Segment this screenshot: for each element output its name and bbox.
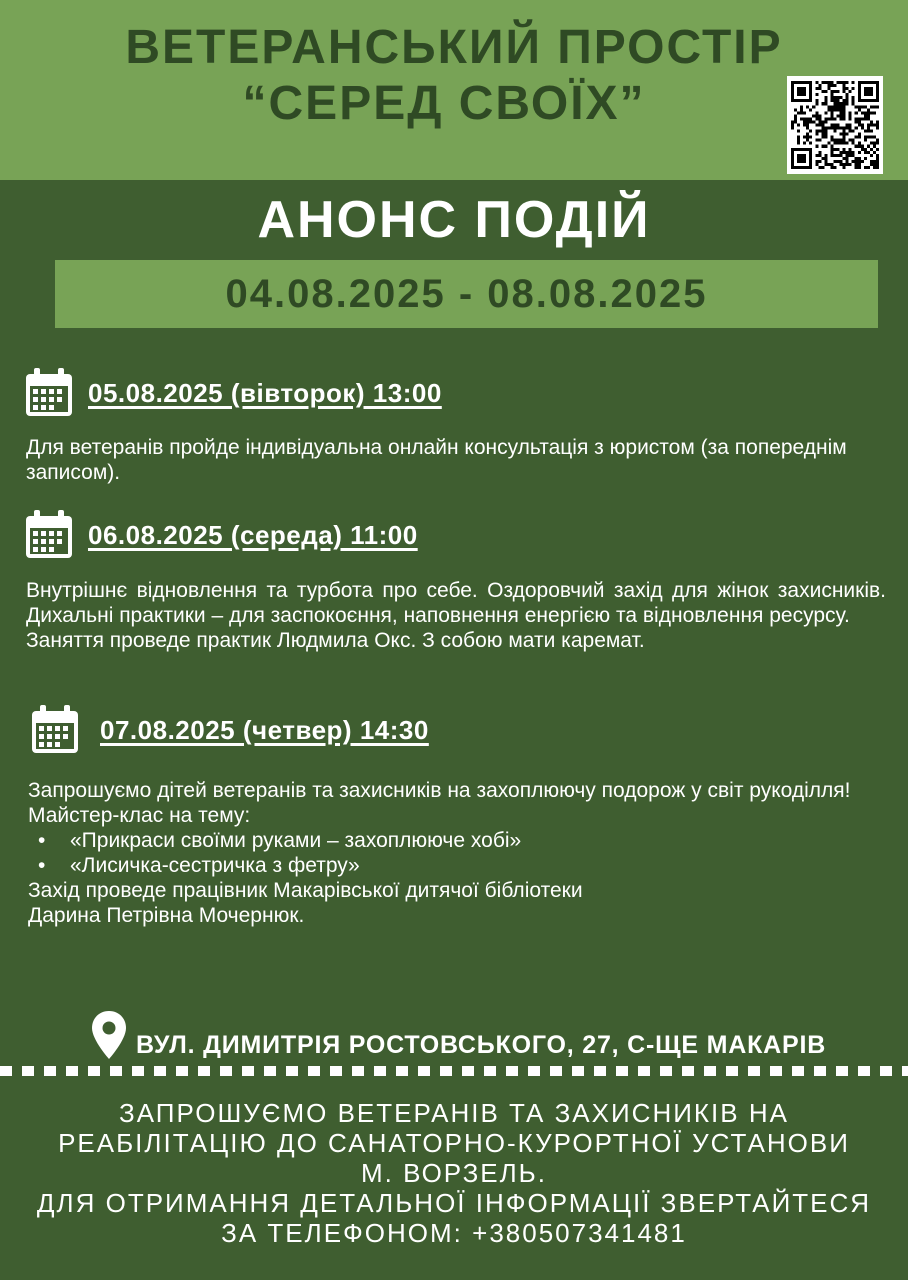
footer-line: М. ВОРЗЕЛЬ.: [361, 1158, 547, 1188]
event-3-header: [30, 705, 429, 755]
calendar-icon: [30, 705, 80, 755]
event-2-header: [24, 510, 418, 560]
header-title-line1: ВЕТЕРАНСЬКИЙ ПРОСТІР: [125, 21, 783, 74]
date-range: 04.08.2025 - 08.08.2025: [225, 272, 708, 316]
footer-line: РЕАБІЛІТАЦІЮ ДО САНАТОРНО-КУРОРТНОЇ УСТАНОВИ: [58, 1128, 850, 1158]
date-range-band: [55, 260, 878, 328]
event-1-description: [26, 435, 894, 485]
event-3-intro: Запрошуємо дітей ветеранів та захисників на захоплюючу подорож у світ рукоділля!: [28, 779, 851, 802]
footer-line: ДЛЯ ОТРИМАННЯ ДЕТАЛЬНОЇ ІНФОРМАЦІЇ ЗВЕРТАЙТЕСЯ: [36, 1188, 872, 1218]
dashed-divider: [0, 1066, 908, 1076]
location-pin-icon: [90, 1010, 128, 1060]
footer-text: [0, 1098, 908, 1248]
header-title-line2: “СЕРЕД СВОЇХ”: [242, 77, 646, 130]
event-2-date: 06.08.2025 (середа) 11:00: [88, 519, 418, 550]
header-band: [0, 0, 908, 180]
event-3-host-line1: Захід проведе працівник Макарівської дитячої бібліотеки: [28, 879, 583, 902]
address-text: ВУЛ. ДИМИТРІЯ РОСТОВСЬКОГО, 27, С-ЩЕ МАКАРІВ: [136, 1031, 827, 1059]
event-2-description: [26, 578, 886, 653]
list-item: • «Прикраси своїми руками – захоплююче хобі»: [28, 828, 888, 853]
event-1-text: Для ветеранів пройде індивідуальна онлайн консультація з юристом (за попереднім записом).: [26, 436, 847, 484]
announce-title: АНОНС ПОДІЙ: [257, 191, 651, 249]
list-item: • «Лисичка-сестричка з фетру»: [28, 853, 888, 878]
event-2-text: Внутрішнє відновлення та турбота про себе. Оздоровчий захід для жінок захисників. Дихальні практики – для заспокоєння, наповнення енергією та відновлення ресурсу.: [26, 579, 886, 627]
footer-line: ЗАПРОШУЄМО ВЕТЕРАНІВ ТА ЗАХИСНИКІВ НА: [119, 1098, 789, 1128]
event-3-topic: Майстер-клас на тему:: [28, 804, 251, 827]
address-row: [90, 1010, 826, 1060]
event-1-date: 05.08.2025 (вівторок) 13:00: [88, 377, 442, 408]
event-3-host-line2: Дарина Петрівна Мочернюк.: [28, 904, 305, 927]
event-3-bullet-list: [28, 828, 888, 878]
event-2-host: Заняття проведе практик Людмила Окс. З собою мати каремат.: [26, 629, 645, 652]
qr-code-icon[interactable]: [787, 76, 883, 174]
event-3-date: 07.08.2025 (четвер) 14:30: [100, 714, 429, 745]
calendar-icon: [24, 368, 74, 418]
footer-line: ЗА ТЕЛЕФОНОМ: +380507341481: [221, 1218, 687, 1248]
event-3-description: [28, 778, 888, 928]
event-1-header: [24, 368, 442, 418]
calendar-icon: [24, 510, 74, 560]
